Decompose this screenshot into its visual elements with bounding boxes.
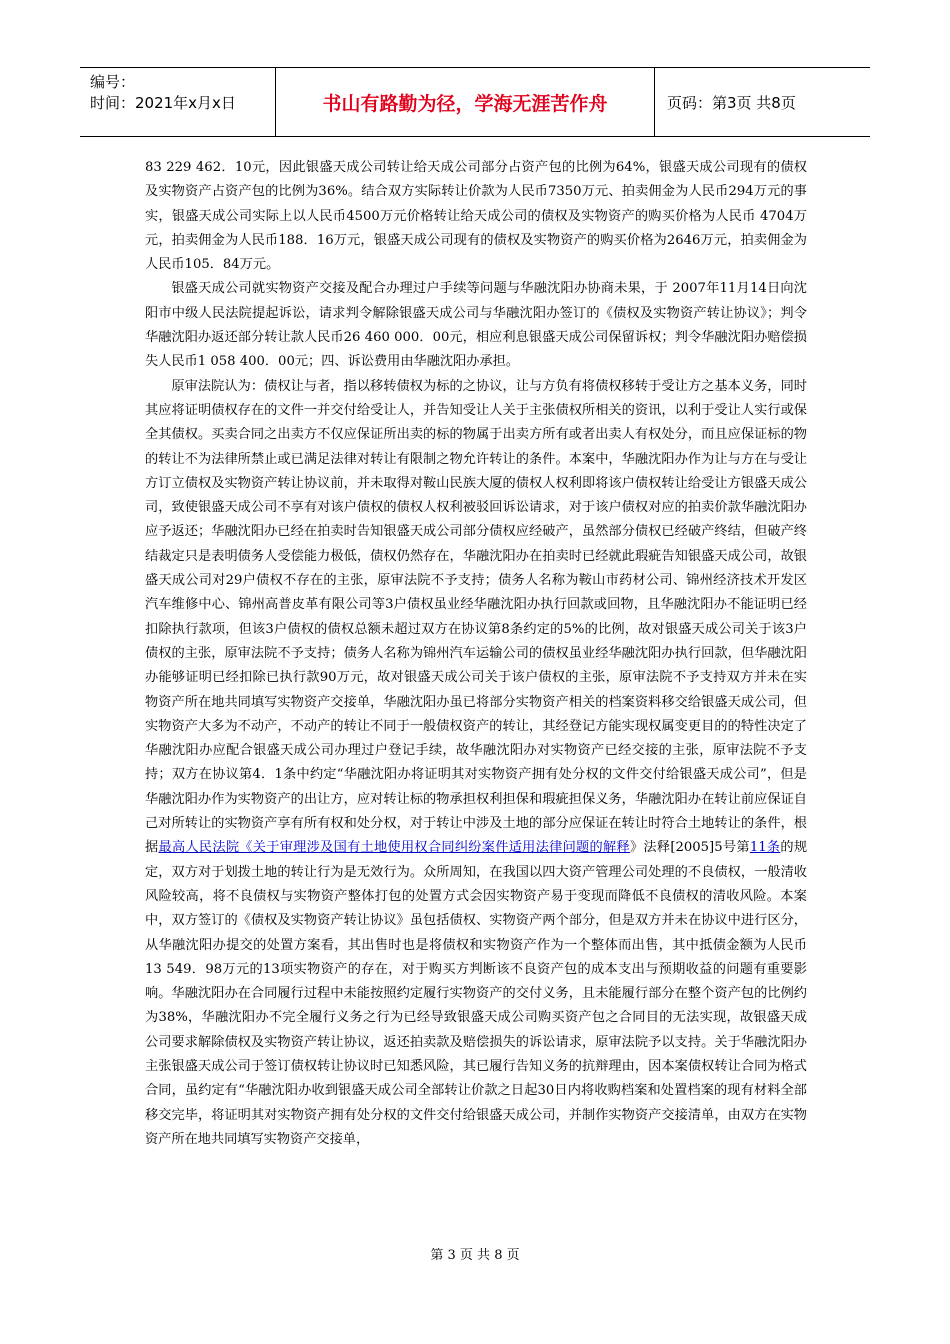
document-body <box>145 156 807 1152</box>
paragraph-3-part-a: 原审法院认为：债权让与者，指以移转债权为标的之协议，让与方负有将债权移转于受让方之基本义务，同时其应将证明债权存在的文件一并交付给受让人，并告知受让人关于主张债权所相关的资讯，以利于受让人实行或保全其债权。买卖合同之出卖方不仅应保证所出卖的标的物属于出卖方所有或者出卖人有权处分，而且应保证标的物的转让不为法律所禁止或已满足法律对转让有限制之物允许转让的条件。本案中，华融沈阳办作为让与方在与受让方订立债权及实物资产转让协议前，并未取得对鞍山民族大厦的债权人权利即将该户债权转让给受让方银盛天成公司，致使银盛天成公司不享有对该户债权的债权人权利被驳回诉讼请求，对于该户债权对应的拍卖价款华融沈阳办应予返还；华融沈阳办已经在拍卖时告知银盛天成公司部分债权应经破产，虽然部分债权已经破产终结，但破产终结裁定只是表明债务人受偿能力极低，债权仍然存在，华融沈阳办在拍卖时已经就此瑕疵告知银盛天成公司，故银盛天成公司对29户债权不存在的主张，原审法院不予支持；债务人名称为鞍山市药材公司、锦州经济技术开发区汽车维修中心、锦州高普皮革有限公司等3户债权虽业经华融沈阳办执行回款或回物，且华融沈阳办不能证明已经扣除执行款项，但该3户债权的债权总额未超过双方在协议第8条约定的5%的比例，故对银盛天成公司关于该3户债权的主张，原审法院不予支持；债务人名称为锦州汽车运输公司的债权虽业经华融沈阳办执行回款，但华融沈阳办能够证明已经扣除已执行款90万元，故对银盛天成公司关于该户债权的主张，原审法院不予支持双方并未在实物资产所在地共同填写实物资产交接单，华融沈阳办虽已将部分实物资产相关的档案资料移交给银盛天成公司，但实物资产大多为不动产，不动产的转让不同于一般债权资产的转让，其经登记方能实现权属变更目的的特性决定了华融沈阳办应配合银盛天成公司办理过户登记手续，故华融沈阳办对实物资产已经交接的主张，原审法院不予支持；双方在协议第4．1条中约定“华融沈阳办将证明其对实物资产拥有处分权的文件交付给银盛天成公司”，但是华融沈阳办作为实物资产的出让方，应对转让标的物承担权利担保和瑕疵担保义务，华融沈阳办在转让前应保证自己对所转让的实物资产享有所有权和处分权，对于转让中涉及土地的部分应保证在转让时符合土地转让的条件，根据 <box>145 378 807 856</box>
law-interpretation-link[interactable]: 最高人民法院《关于审理涉及国有土地使用权合同纠纷案件适用法律问题的解释 <box>158 840 630 856</box>
document-number-label: 编号： <box>90 73 136 91</box>
header-motto: 书山有路勤为径，学海无涯苦作舟 <box>275 68 655 136</box>
header-meta <box>80 68 275 136</box>
document-time-label: 时间：2021年x月x日 <box>90 94 236 112</box>
paragraph-2: 银盛天成公司就实物资产交接及配合办理过户手续等问题与华融沈阳办协商未果，于 2007年11月14日向沈阳市中级人民法院提起诉讼，请求判令解除银盛天成公司与华融沈阳办签订的《债权及实物资产转让协议》；判令华融沈阳办返还部分转让款人民币26 460 000．00元，相应利息银盛天成公司保留诉权；判令华融沈阳办赔偿损失人民币1 058 400．00元；四、诉讼费用由华融沈阳办承担。 <box>145 281 807 370</box>
paragraph-3-part-c: 的规定，双方对于划拨土地的转让行为是无效行为。众所周知，在我国以四大资产管理公司处理的不良债权，一般清收风险较高，将不良债权与实物资产整体打包的处置方式会因实物资产易于变现而降低不良债权的清收风险。本案中，双方签订的《债权及实物资产转让协议》虽包括债权、实物资产两个部分，但是双方并未在协议中进行区分，从华融沈阳办提交的处置方案看，其出售时也是将债权和实物资产作为一个整体而出售，其中抵债金额为人民币13 549．98万元的13项实物资产的存在，对于购买方判断该不良资产包的成本支出与预期收益的问题有重要影响。华融沈阳办在合同履行过程中未能按照约定履行实物资产的交付义务，且未能履行部分在整个资产包的比例约为38%，华融沈阳办不完全履行义务之行为已经导致银盛天成公司购买资产包之合同目的无法实现，故银盛天成公司要求解除债权及实物资产转让协议，返还拍卖款及赔偿损失的诉讼请求，原审法院予以支持。关于华融沈阳办主张银盛天成公司于签订债权转让协议时已知悉风险，其已履行告知义务的抗辩理由，因本案债权转让合同为格式合同，虽约定有“华融沈阳办收到银盛天成公司全部转让价款之日起30日内将收购档案和处置档案的现有材料全部移交完毕，将证明其对实物资产拥有处分权的文件交付给银盛天成公司，并制作实物资产交接清单，由双方在实物资产所在地共同填写实物资产交接单， <box>145 840 808 1147</box>
paragraph-1: 83 229 462．10元，因此银盛天成公司转让给天成公司部分占资产包的比例为64%，银盛天成公司现有的债权及实物资产占资产包的比例为36%。结合双方实际转让价款为人民币7350万元、拍卖佣金为人民币294万元的事实，银盛天成公司实际上以人民币4500万元价格转让给天成公司的债权及实物资产的购买价格为人民币 4704万元，拍卖佣金为人民币188．16万元，银盛天成公司现有的债权及实物资产的购买价格为2646万元，拍卖佣金为人民币105．84万元。 <box>145 160 807 273</box>
paragraph-3 <box>145 375 807 1153</box>
page-header <box>80 67 870 137</box>
page-footer: 第 3 页 共 8 页 <box>430 1248 520 1263</box>
article-11-link[interactable]: 11条 <box>749 840 781 856</box>
paragraph-3-part-b: 》法释[2005]5号第 <box>629 840 750 856</box>
header-page-label: 页码：第3页 共8页 <box>667 93 796 112</box>
